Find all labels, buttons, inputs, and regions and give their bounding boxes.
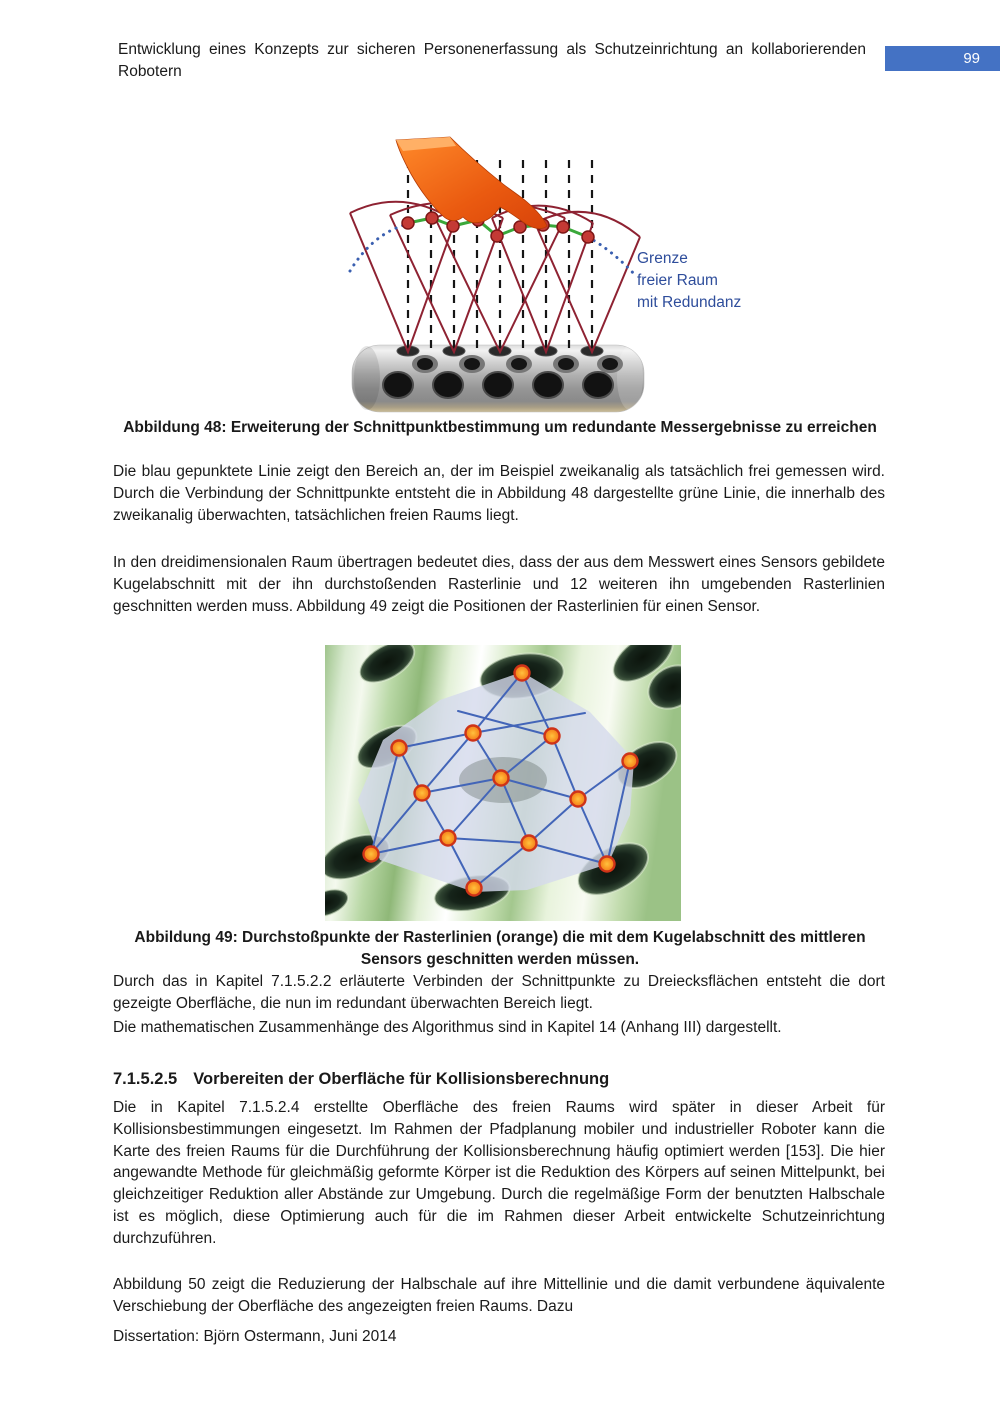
sensor-measurement-cones [350,202,640,352]
annotation-line-1: Grenze [637,250,688,267]
section-heading [113,1070,885,1089]
paragraph-3d-raum: In den dreidimensionalen Raum übertragen bedeutet dies, dass der aus dem Messwert eines Sensors gebildete Kugelabschnitt mit der ihn durchstoßenden Rasterlinie und 12 weiteren ihn umgebenden Rasterlinien geschnitten werden muss. Abbildung 49 zeigt die Positionen der Rasterlinien für einen Sensor. [113,554,885,615]
hand-icon [396,137,547,229]
page-number-badge: 99 [885,46,1000,71]
figure-49-caption: Abbildung 49: Durchstoßpunkte der Rasterlinien (orange) die mit dem Kugelabschnitt des mittleren Sensors geschnitten werden müssen. [134,929,866,968]
figure-49-raster-mesh-photo [325,645,681,921]
paragraph-kollisionsberechnung: Die in Kapitel 7.1.5.2.4 erstellte Oberfläche des freien Raums wird später in dieser Arbeit für Kollisionsbestimmungen eingesetzt. Im Rahmen der Pfadplanung mobiler und industrieller Roboter kann die Karte des freien Raums für die Durchführung der Kollisionsberechnung häufig optimiert werden [153]. Die hier angewandte Methode für gleichmäßig geformte Körper ist die Reduktion des Körpers auf seinen Mittelpunkt, bei gleichzeitiger Reduktion aller Abstände zur Umgebung. Durch die regelmäßige Form der benutzten Halbschale ist es möglich, diese Optimierung auch für die im Rahmen dieser Arbeit entwickelte Schutzeinrichtung durchzuführen. [113,1099,885,1247]
page-header-title: Entwicklung eines Konzepts zur sicheren Personenerfassung als Schutzeinrichtung an kollaborierenden Robotern [118,41,866,80]
paragraph-abbildung50: Abbildung 50 zeigt die Reduzierung der Halbschale auf ihre Mittellinie und die damit verbundene äquivalente Verschiebung der Oberfläche des angezeigten freien Raums. Dazu [113,1276,885,1315]
paragraph-mathematische-zusammenhaenge: Die mathematischen Zusammenhänge des Algorithmus sind in Kapitel 14 (Anhang III) dargestellt. [113,1019,782,1036]
figure-48-caption: Abbildung 48: Erweiterung der Schnittpunktbestimmung um redundante Messergebnisse zu erreichen [123,419,877,436]
annotation-line-3: mit Redundanz [637,294,742,311]
paragraph-dreiecksflaechen: Durch das in Kapitel 7.1.5.2.2 erläuterte Verbinden der Schnittpunkte zu Dreiecksflächen entsteht die dort gezeigte Oberfläche, die nun im redundant überwachten Bereich liegt. [113,973,885,1012]
annotation-line-2: freier Raum [637,272,718,289]
paragraph-blue-dotted-line: Die blau gepunktete Linie zeigt den Bereich an, der im Beispiel zweikanalig als tatsächlich frei gemessen wird. Durch die Verbindung der Schnittpunkte entsteht die in Abbildung 48 dargestellte grüne Linie, die innerhalb des zweikanalig überwachten, tatsächlichen freien Raums liegt. [113,463,885,524]
section-title: Vorbereiten der Oberfläche für Kollisionsberechnung [193,1070,610,1088]
figure48-annotation [637,250,741,311]
footer-note: Dissertation: Björn Ostermann, Juni 2014 [113,1328,397,1345]
figure-48-sensor-cones-illustration [335,133,755,417]
section-number: 7.1.5.2.5 [113,1070,178,1088]
